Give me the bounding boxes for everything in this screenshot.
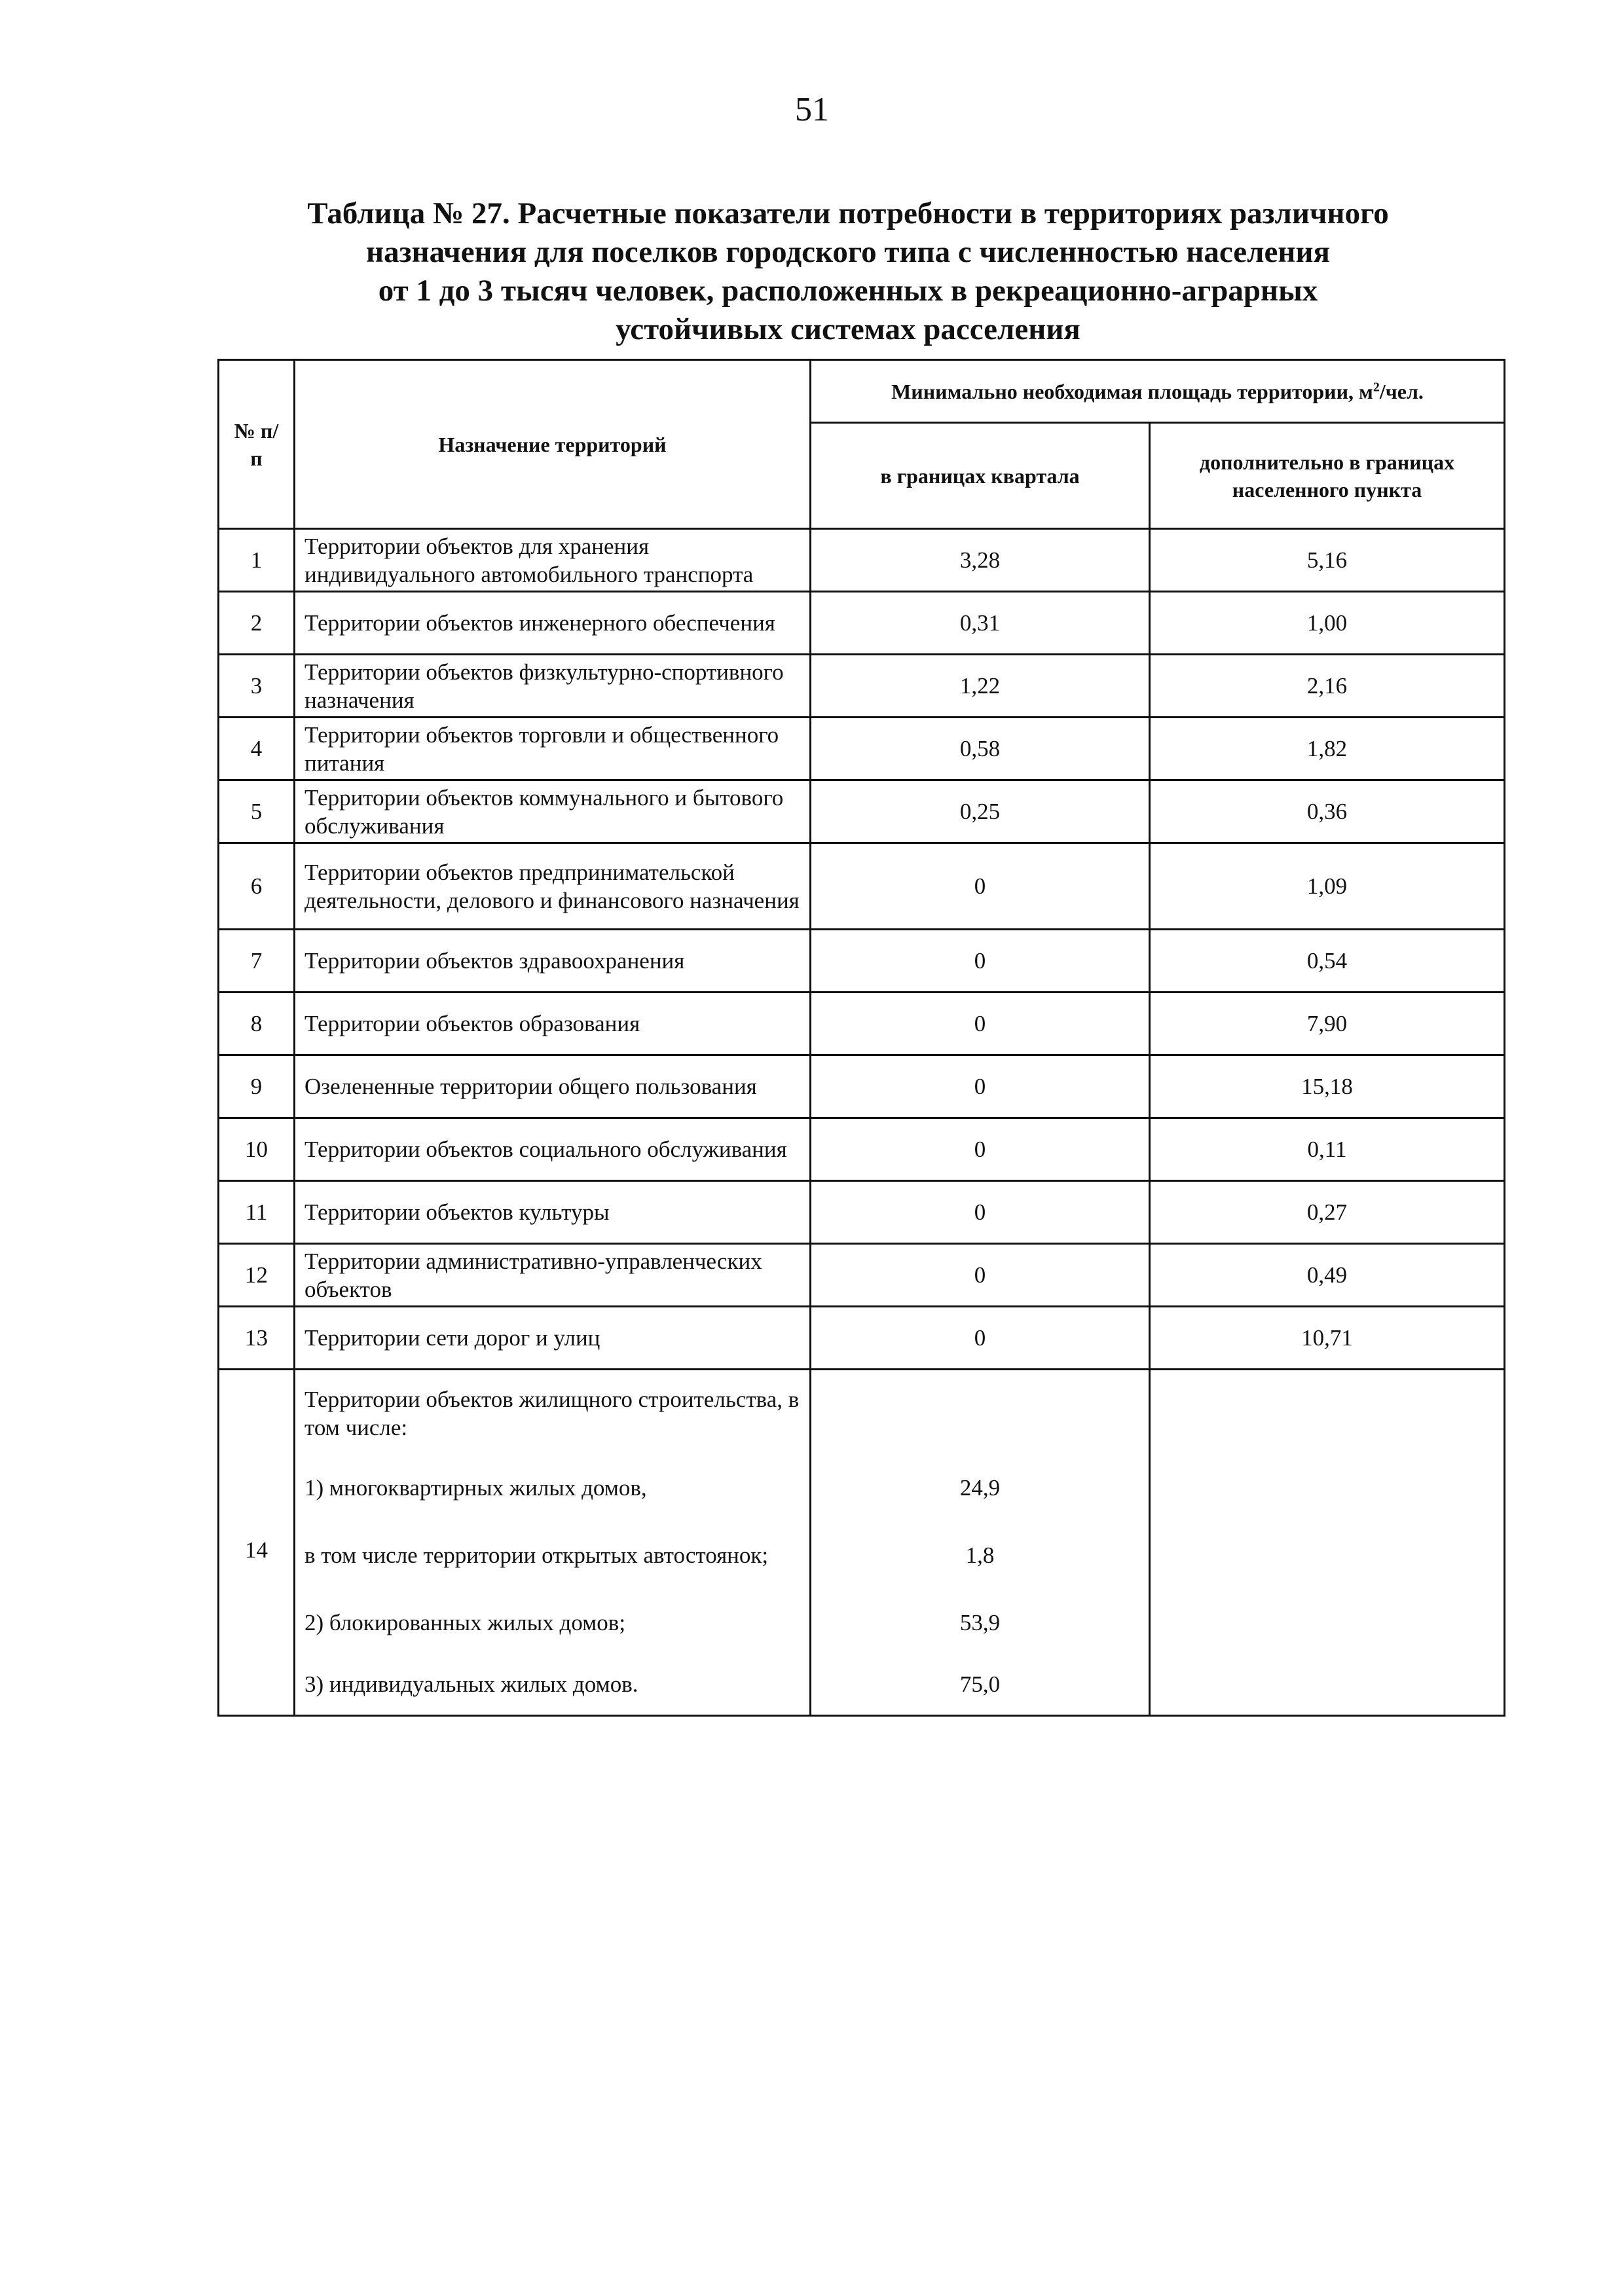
housing-item-value: 53,9 [959, 1609, 1001, 1635]
row-settlement-value: 15,18 [1150, 1055, 1505, 1118]
housing-item-name: 1) многоквартирных жилых домов, [304, 1474, 647, 1501]
housing-settlement-value [1150, 1370, 1505, 1716]
table-row [219, 780, 1505, 843]
header-min-area-unit: /чел. [1379, 379, 1424, 403]
row-block-value: 0,25 [811, 780, 1150, 843]
row-settlement-value: 0,11 [1150, 1118, 1505, 1181]
row-block-value: 0 [811, 930, 1150, 993]
row-name: Территории объектов здравоохранения [295, 930, 811, 993]
row-settlement-value: 1,00 [1150, 592, 1505, 655]
row-name: Территории объектов образования [295, 993, 811, 1055]
housing-item-value: 1,8 [965, 1542, 995, 1568]
header-num: № п/п [219, 360, 295, 529]
row-num: 13 [219, 1307, 295, 1370]
row-block-value: 0 [811, 1055, 1150, 1118]
table-row [219, 1307, 1505, 1370]
row-block-value: 0 [811, 1181, 1150, 1244]
table-row [219, 529, 1505, 592]
table-row [219, 1244, 1505, 1307]
row-block-value: 0 [811, 993, 1150, 1055]
housing-item-value: 75,0 [959, 1671, 1001, 1697]
row-name: Территории административно-управленческих объектов [295, 1244, 811, 1307]
row-block-value: 0,31 [811, 592, 1150, 655]
row-name: Территории объектов физкультурно-спортивного назначения [295, 655, 811, 718]
row-block-value: 0 [811, 1118, 1150, 1181]
row-num: 14 [219, 1370, 295, 1716]
header-additional: дополнительно в границах населенного пункта [1150, 423, 1505, 529]
row-block-value: 1,22 [811, 655, 1150, 718]
table-row [219, 930, 1505, 993]
table-row [219, 1181, 1505, 1244]
table-row-housing [219, 1370, 1505, 1716]
row-num: 9 [219, 1055, 295, 1118]
table-row [219, 718, 1505, 780]
title-line-1: Таблица № 27. Расчетные показатели потребности в территориях различного [307, 196, 1389, 230]
row-settlement-value: 7,90 [1150, 993, 1505, 1055]
row-name: Территории объектов торговли и общественного питания [295, 718, 811, 780]
title-line-3: от 1 до 3 тысяч человек, расположенных в рекреационно-аграрных [378, 274, 1318, 308]
row-num: 7 [219, 930, 295, 993]
row-name: Территории объектов для хранения индивидуального автомобильного транспорта [295, 529, 811, 592]
norms-table [217, 359, 1505, 1717]
row-num: 4 [219, 718, 295, 780]
title-line-4: устойчивых системах расселения [616, 312, 1080, 346]
row-num: 6 [219, 843, 295, 930]
housing-block-values [811, 1370, 1150, 1716]
row-num: 5 [219, 780, 295, 843]
header-purpose: Назначение территорий [295, 360, 811, 529]
page-number: 51 [795, 91, 829, 128]
row-name: Территории объектов инженерного обеспечения [295, 592, 811, 655]
row-num: 11 [219, 1181, 295, 1244]
title-line-2: назначения для поселков городского типа с численностью населения [366, 235, 1330, 269]
housing-item-value: 24,9 [959, 1474, 1001, 1501]
header-min-area-text: Минимально необходимая площадь территории, м [891, 379, 1373, 403]
row-num: 1 [219, 529, 295, 592]
table-row [219, 993, 1505, 1055]
table-title [196, 194, 1500, 349]
table-row [219, 592, 1505, 655]
housing-names [295, 1370, 811, 1716]
housing-item-name: 3) индивидуальных жилых домов. [304, 1671, 638, 1697]
table-row [219, 1118, 1505, 1181]
row-num: 8 [219, 993, 295, 1055]
housing-item-name: в том числе территории открытых автостоянок; [304, 1542, 769, 1568]
housing-item-name: 2) блокированных жилых домов; [304, 1609, 626, 1635]
header-within-block: в границах квартала [811, 423, 1150, 529]
row-settlement-value: 5,16 [1150, 529, 1505, 592]
table-row [219, 1055, 1505, 1118]
row-name: Территории сети дорог и улиц [295, 1307, 811, 1370]
row-block-value: 0 [811, 843, 1150, 930]
row-block-value: 0 [811, 1307, 1150, 1370]
row-settlement-value: 2,16 [1150, 655, 1505, 718]
header-min-area [811, 360, 1505, 423]
row-num: 2 [219, 592, 295, 655]
header-min-area-sup: 2 [1373, 379, 1380, 394]
row-settlement-value: 0,49 [1150, 1244, 1505, 1307]
row-settlement-value: 0,27 [1150, 1181, 1505, 1244]
row-num: 3 [219, 655, 295, 718]
row-num: 10 [219, 1118, 295, 1181]
row-settlement-value: 0,54 [1150, 930, 1505, 993]
row-name: Территории объектов предпринимательской деятельности, делового и финансового назначения [295, 843, 811, 930]
row-settlement-value: 0,36 [1150, 780, 1505, 843]
row-settlement-value: 1,82 [1150, 718, 1505, 780]
table-row [219, 843, 1505, 930]
row-num: 12 [219, 1244, 295, 1307]
row-settlement-value: 10,71 [1150, 1307, 1505, 1370]
housing-intro: Территории объектов жилищного строительства, в том числе: [304, 1387, 800, 1440]
row-block-value: 3,28 [811, 529, 1150, 592]
row-name: Территории объектов коммунального и бытового обслуживания [295, 780, 811, 843]
housing-intro-spacer [821, 1370, 1139, 1457]
row-name: Озелененные территории общего пользования [295, 1055, 811, 1118]
table-row [219, 655, 1505, 718]
row-block-value: 0 [811, 1244, 1150, 1307]
row-block-value: 0,58 [811, 718, 1150, 780]
row-name: Территории объектов социального обслуживания [295, 1118, 811, 1181]
row-settlement-value: 1,09 [1150, 843, 1505, 930]
row-name: Территории объектов культуры [295, 1181, 811, 1244]
